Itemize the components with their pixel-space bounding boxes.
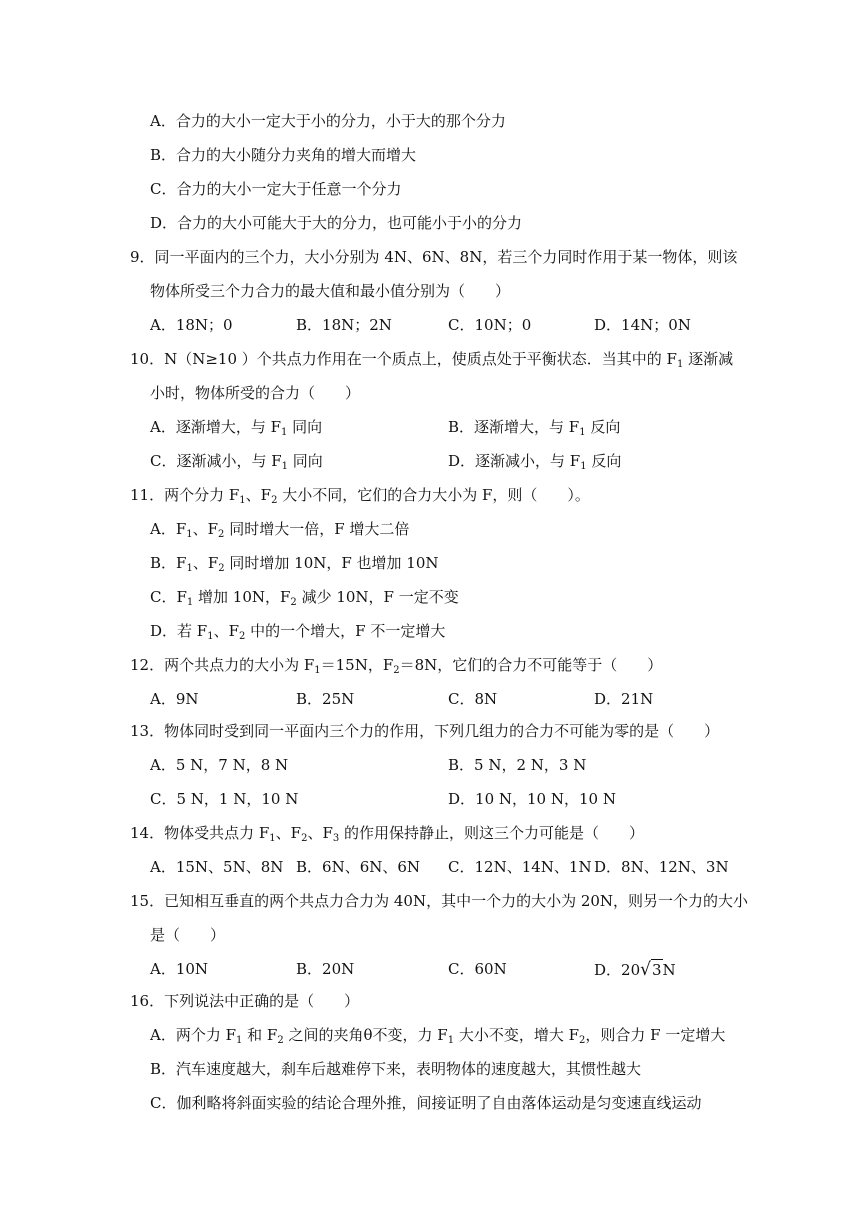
- q15-option-a: A．10N: [150, 960, 209, 978]
- q8-option-a: A．合力的大小一定大于小的分力，小于大的那个分力: [150, 112, 506, 130]
- q16-option-c: C．伽利略将斜面实验的结论合理外推，间接证明了自由落体运动是匀变速直线运动: [150, 1094, 702, 1112]
- q15-option-c: C．60N: [448, 960, 507, 978]
- q9-option-c: C．10N；0: [448, 316, 532, 334]
- q13-option-d: D．10 N，10 N，10 N: [448, 790, 616, 808]
- q10-option-b: B．逐渐增大，与 $F_1$ 反向: [448, 418, 621, 438]
- q13-option-a: A．5 N，7 N，8 N: [150, 756, 289, 774]
- q13-option-b: B．5 N，2 N，3 N: [448, 756, 587, 774]
- q16-option-a: A．两个力 $F_1$ 和 $F_2$ 之间的夹角θ不变，力 $F_1$ 大小不变，增大 $F_2$，则合力 F 一定增大: [150, 1026, 726, 1046]
- q9-stem-line2: 物体所受三个力合力的最大值和最小值分别为（ ）: [150, 282, 511, 300]
- q12-option-d: D．21N: [594, 690, 654, 708]
- q10-stem-line1: 10．N（N≥10 ）个共点力作用在一个质点上，使质点处于平衡状态．当其中的 $F_1$ 逐渐减: [130, 350, 734, 370]
- q11-option-b: B．$F_1$、$F_2$ 同时增加 10N，F 也增加 10N: [150, 554, 439, 574]
- q10-option-a: A．逐渐增大，与 $F_1$ 同向: [150, 418, 323, 438]
- q12-stem: 12．两个共点力的大小为 $F_1=15N$，$F_2=8N$，它们的合力不可能等于（ ）: [130, 656, 663, 676]
- q10-option-c: C．逐渐减小，与 $F_1$ 同向: [150, 452, 323, 472]
- q11-stem: 11．两个分力 $F_1$、$F_2$ 大小不同，它们的合力大小为 F，则（ ）。: [130, 486, 590, 506]
- square-root-symbol: √3: [640, 959, 662, 981]
- q15-stem-line1: 15．已知相互垂直的两个共点力合力为 40N，其中一个力的大小为 20N，则另一个力的大小: [130, 892, 749, 910]
- q13-stem: 13．物体同时受到同一平面内三个力的作用，下列几组力的合力不可能为零的是（ ）: [130, 722, 720, 740]
- q9-option-b: B．18N；2N: [296, 316, 392, 334]
- q16-stem: 16．下列说法中正确的是（ ）: [130, 992, 360, 1010]
- q9-option-d: D．14N；0N: [594, 316, 691, 334]
- q11-option-a: A．$F_1$、$F_2$ 同时增大一倍，F 增大二倍: [150, 520, 410, 540]
- q16-option-b: B．汽车速度越大，刹车后越难停下来，表明物体的速度越大，其惯性越大: [150, 1060, 642, 1078]
- q14-option-b: B．6N、6N、6N: [296, 858, 421, 876]
- q8-option-d: D．合力的大小可能大于大的分力，也可能小于小的分力: [150, 214, 523, 232]
- q8-option-b: B．合力的大小随分力夹角的增大而增大: [150, 146, 417, 164]
- q9-stem-line1: 9．同一平面内的三个力，大小分别为 4N、6N、8N，若三个力同时作用于某一物体，则该: [130, 248, 738, 266]
- q10-option-d: D．逐渐减小，与 $F_1$ 反向: [448, 452, 622, 472]
- q13-option-c: C．5 N，1 N，10 N: [150, 790, 299, 808]
- q9-option-a: A．18N；0: [150, 316, 233, 334]
- q15-option-b: B．20N: [296, 960, 355, 978]
- q15-option-d: D．20√3N: [594, 959, 676, 981]
- q11-option-c: C．$F_1$ 增加 10N，$F_2$ 减少 10N，F 一定不变: [150, 588, 459, 608]
- q14-option-c: C．12N、14N、1N: [448, 858, 592, 876]
- q14-stem: 14．物体受共点力 $F_1$、$F_2$、$F_3$ 的作用保持静止，则这三个力可能是（ ）: [130, 824, 645, 844]
- q14-option-a: A．15N、5N、8N: [150, 858, 284, 876]
- q8-option-c: C．合力的大小一定大于任意一个分力: [150, 180, 402, 198]
- q12-option-a: A．9N: [150, 690, 199, 708]
- q12-option-b: B．25N: [296, 690, 355, 708]
- q11-option-d: D．若 $F_1$、$F_2$ 中的一个增大，F 不一定增大: [150, 622, 446, 642]
- q12-option-c: C．8N: [448, 690, 498, 708]
- q14-option-d: D．8N、12N、3N: [594, 858, 729, 876]
- q10-stem-line2: 小时，物体所受的合力（ ）: [150, 384, 361, 402]
- q15-stem-line2: 是（ ）: [150, 926, 226, 944]
